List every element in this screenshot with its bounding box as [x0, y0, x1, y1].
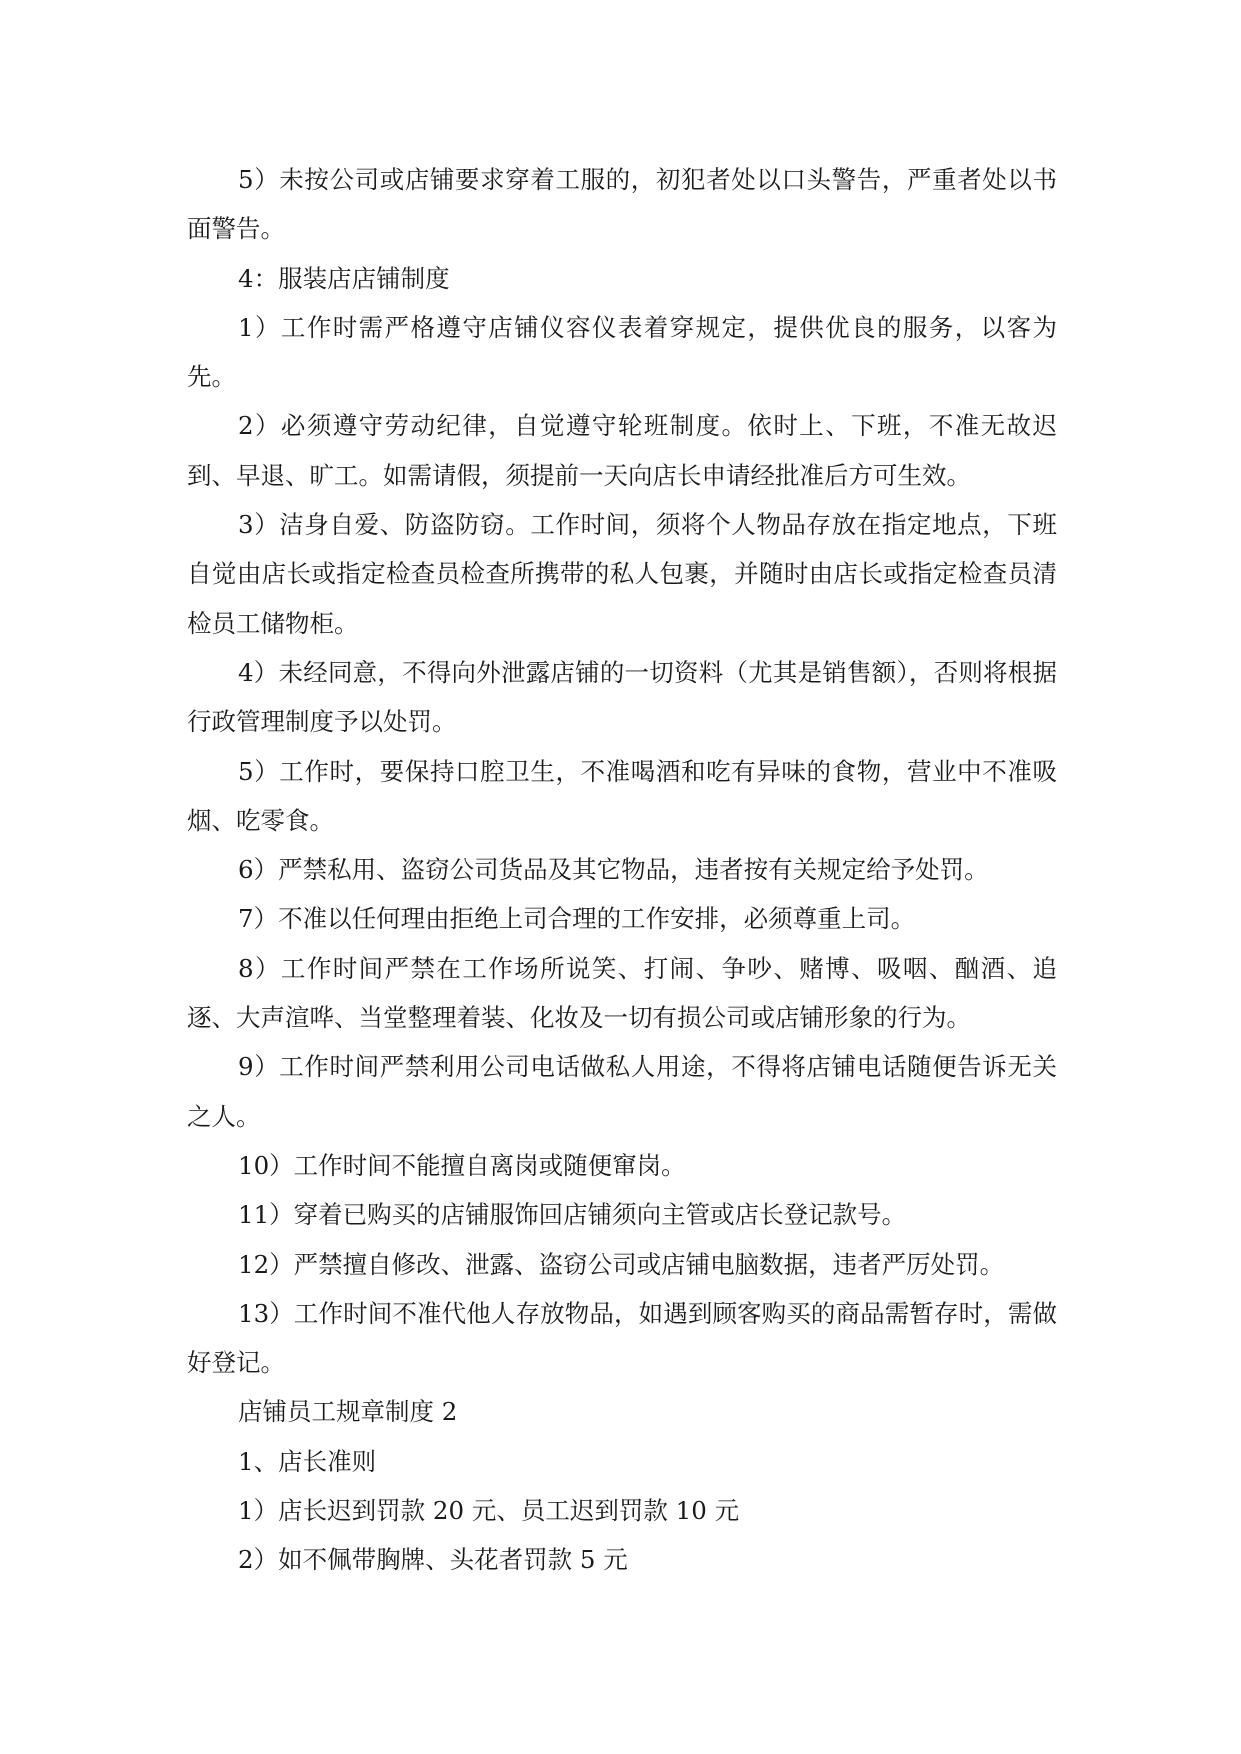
paragraph: 5）未按公司或店铺要求穿着工服的，初犯者处以口头警告，严重者处以书面警告。: [187, 165, 1057, 244]
paragraph: 10）工作时间不能擅自离岗或随便窜岗。: [238, 1150, 686, 1180]
section-heading: 1、店长准则: [238, 1446, 377, 1476]
paragraph: 1）工作时需严格遵守店铺仪容仪表着穿规定，提供优良的服务，以客为先。: [187, 312, 1057, 392]
paragraph: 2）如不佩带胸牌、头花者罚款 5 元: [238, 1545, 628, 1575]
paragraph: 11）穿着已购买的店铺服饰回店铺须向主管或店长登记款号。: [238, 1200, 907, 1230]
paragraph: 8）工作时间严禁在工作场所说笑、打闹、争吵、赌博、吸咽、酗酒、追逐、大声渲哗、当堂整理着装、化妆及一切有损公司或店铺形象的行为。: [187, 953, 1057, 1033]
document-body: [187, 155, 1057, 1585]
paragraph: 9）工作时间严禁利用公司电话做私人用途，不得将店铺电话随便告诉无关之人。: [187, 1052, 1057, 1131]
section-heading: 4：服装店店铺制度: [238, 263, 450, 293]
paragraph: 13）工作时间不准代他人存放物品，如遇到顾客购买的商品需暂存时，需做好登记。: [187, 1298, 1057, 1378]
paragraph: 6）严禁私用、盗窃公司货品及其它物品，违者按有关规定给予处罚。: [238, 855, 989, 885]
paragraph: 3）洁身自爱、防盗防窃。工作时间，须将个人物品存放在指定地点，下班自觉由店长或指定检查员检查所携带的私人包裹，并随时由店长或指定检查员清检员工储物柜。: [187, 510, 1057, 638]
paragraph: 4）未经同意，不得向外泄露店铺的一切资料（尤其是销售额），否则将根据行政管理制度予以处罚。: [187, 657, 1057, 737]
document-title: 店铺员工规章制度 2: [238, 1397, 458, 1427]
paragraph: 7）不准以任何理由拒绝上司合理的工作安排，必须尊重上司。: [238, 904, 916, 934]
paragraph: 2）必须遵守劳动纪律，自觉遵守轮班制度。依时上、下班，不准无故迟到、早退、旷工。如需请假，须提前一天向店长申请经批准后方可生效。: [187, 411, 1057, 490]
paragraph: 1）店长迟到罚款 20 元、员工迟到罚款 10 元: [238, 1496, 740, 1526]
paragraph: 5）工作时，要保持口腔卫生，不准喝酒和吃有异味的食物，营业中不准吸烟、吃零食。: [187, 756, 1057, 835]
paragraph: 12）严禁擅自修改、泄露、盗窃公司或店铺电脑数据，违者严厉处罚。: [238, 1249, 1005, 1279]
